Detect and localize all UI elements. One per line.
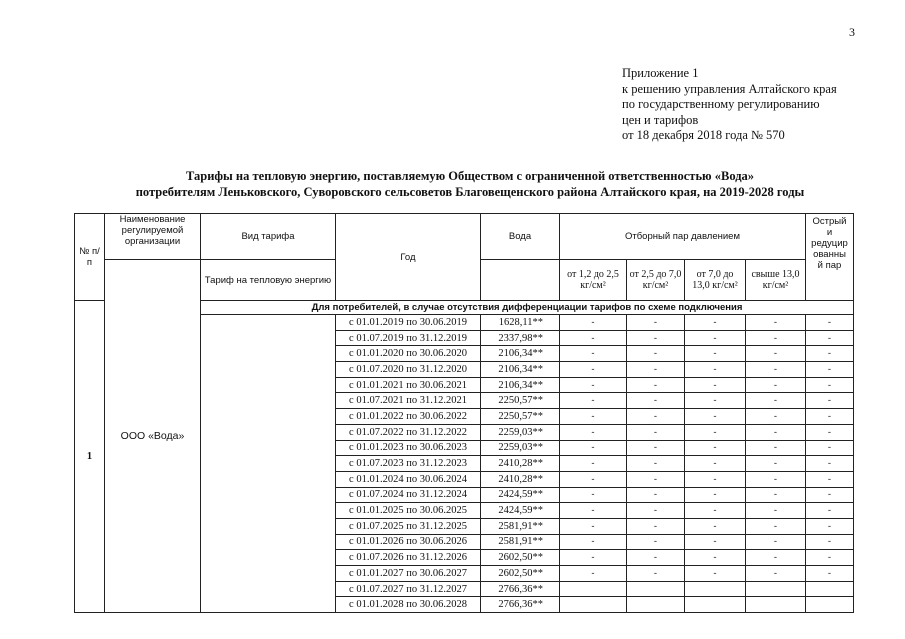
section-heading: Для потребителей, в случае отсутствия дифференциации тарифов по схеме подключения — [201, 301, 854, 315]
pressure-value-cell: - — [627, 566, 685, 582]
org-name-cell — [105, 260, 201, 613]
pressure-value-cell: - — [746, 315, 806, 331]
pressure-value-cell: - — [806, 518, 854, 534]
pressure-value-cell — [685, 597, 746, 613]
pressure-value-cell: - — [806, 377, 854, 393]
header-pressure-4: свыше 13,0 кг/см² — [746, 260, 806, 301]
pressure-value-cell: - — [627, 503, 685, 519]
pressure-value-cell: - — [560, 346, 627, 362]
pressure-value-cell: - — [685, 315, 746, 331]
pressure-value-cell: - — [685, 503, 746, 519]
water-value-cell: 2106,34** — [481, 362, 560, 378]
pressure-value-cell: - — [685, 362, 746, 378]
pressure-value-cell: - — [627, 377, 685, 393]
title-line: Тарифы на тепловую энергию, поставляемую Обществом с ограниченной ответственностью «Вода» — [185, 169, 755, 183]
period-cell: с 01.07.2024 по 31.12.2024 — [336, 487, 481, 503]
pressure-value-cell: - — [685, 424, 746, 440]
header-water-empty — [481, 260, 560, 301]
period-cell: с 01.07.2027 по 31.12.2027 — [336, 581, 481, 597]
water-value-cell: 2602,50** — [481, 550, 560, 566]
pressure-value-cell — [746, 581, 806, 597]
period-cell: с 01.01.2022 по 30.06.2022 — [336, 409, 481, 425]
header-water: Вода — [481, 214, 560, 260]
water-value-cell: 2106,34** — [481, 346, 560, 362]
pressure-value-cell: - — [746, 471, 806, 487]
pressure-value-cell: - — [685, 409, 746, 425]
water-value-cell: 2106,34** — [481, 377, 560, 393]
period-cell: с 01.01.2020 по 30.06.2020 — [336, 346, 481, 362]
pressure-value-cell: - — [806, 440, 854, 456]
pressure-value-cell: - — [746, 534, 806, 550]
water-value-cell: 2337,98** — [481, 330, 560, 346]
pressure-value-cell: - — [806, 503, 854, 519]
appendix-block — [622, 66, 837, 144]
pressure-value-cell: - — [627, 393, 685, 409]
header-sharp-line: и — [826, 227, 833, 238]
water-value-cell: 2424,59** — [481, 503, 560, 519]
pressure-value-cell: - — [627, 424, 685, 440]
header-num: № п/п — [75, 214, 105, 301]
pressure-value-cell: - — [746, 487, 806, 503]
water-value-cell: 2602,50** — [481, 566, 560, 582]
water-value-cell: 2766,36** — [481, 581, 560, 597]
pressure-value-cell: - — [685, 518, 746, 534]
header-sharp-line: редуцир — [811, 238, 848, 249]
appendix-line: Приложение 1 — [622, 66, 699, 80]
pressure-value-cell: - — [806, 566, 854, 582]
header-year: Год — [336, 214, 481, 301]
pressure-value-cell: - — [806, 362, 854, 378]
water-value-cell: 2410,28** — [481, 456, 560, 472]
pressure-value-cell: - — [560, 393, 627, 409]
pressure-value-cell: - — [746, 550, 806, 566]
pressure-value-cell: - — [560, 330, 627, 346]
pressure-value-cell: - — [560, 487, 627, 503]
pressure-value-cell: - — [627, 315, 685, 331]
period-cell: с 01.07.2025 по 31.12.2025 — [336, 518, 481, 534]
period-cell: с 01.01.2021 по 30.06.2021 — [336, 377, 481, 393]
pressure-value-cell: - — [560, 566, 627, 582]
pressure-value-cell: - — [627, 518, 685, 534]
period-cell: с 01.07.2019 по 31.12.2019 — [336, 330, 481, 346]
pressure-value-cell: - — [746, 456, 806, 472]
pressure-value-cell: - — [806, 487, 854, 503]
pressure-value-cell: - — [560, 424, 627, 440]
pressure-value-cell: - — [560, 362, 627, 378]
pressure-value-cell: - — [806, 393, 854, 409]
pressure-value-cell: - — [627, 330, 685, 346]
pressure-value-cell: - — [806, 456, 854, 472]
tariff-table — [74, 213, 854, 613]
pressure-value-cell: - — [560, 550, 627, 566]
pressure-value-cell: - — [685, 566, 746, 582]
appendix-line: от 18 декабря 2018 года № 570 — [622, 128, 785, 143]
pressure-value-cell: - — [685, 550, 746, 566]
pressure-value-cell: - — [806, 346, 854, 362]
header-tariff-heat: Тариф на тепловую энергию — [201, 260, 336, 301]
pressure-value-cell: - — [685, 346, 746, 362]
appendix-line: по государственному регулированию — [622, 97, 820, 112]
water-value-cell: 2259,03** — [481, 424, 560, 440]
water-value-cell: 2424,59** — [481, 487, 560, 503]
period-cell: с 01.01.2024 по 30.06.2024 — [336, 471, 481, 487]
pressure-value-cell: - — [746, 503, 806, 519]
period-cell: с 01.07.2022 по 31.12.2022 — [336, 424, 481, 440]
period-cell: с 01.07.2021 по 31.12.2021 — [336, 393, 481, 409]
page-number: 3 — [849, 25, 855, 39]
water-value-cell: 2581,91** — [481, 518, 560, 534]
pressure-value-cell — [560, 597, 627, 613]
header-pressure-1: от 1,2 до 2,5 кг/см² — [560, 260, 627, 301]
header-steam: Отборный пар давлением — [560, 214, 806, 260]
period-cell: с 01.01.2019 по 30.06.2019 — [336, 315, 481, 331]
pressure-value-cell: - — [685, 393, 746, 409]
pressure-value-cell — [627, 581, 685, 597]
pressure-value-cell: - — [627, 346, 685, 362]
header-pressure-2: от 2,5 до 7,0 кг/см² — [627, 260, 685, 301]
pressure-value-cell — [685, 581, 746, 597]
document-title — [60, 169, 880, 200]
pressure-value-cell — [746, 597, 806, 613]
pressure-value-cell: - — [560, 471, 627, 487]
pressure-value-cell: - — [685, 487, 746, 503]
period-cell: с 01.07.2026 по 31.12.2026 — [336, 550, 481, 566]
pressure-value-cell: - — [627, 362, 685, 378]
row-number: 1 — [86, 450, 93, 462]
pressure-value-cell — [806, 581, 854, 597]
period-cell: с 01.01.2027 по 30.06.2027 — [336, 566, 481, 582]
header-tariff-type: Вид тарифа — [201, 214, 336, 260]
pressure-value-cell — [627, 597, 685, 613]
pressure-value-cell: - — [746, 424, 806, 440]
pressure-value-cell: - — [560, 456, 627, 472]
pressure-value-cell: - — [746, 566, 806, 582]
appendix-line: к решению управления Алтайского края — [622, 81, 837, 96]
tariff-type-cell — [201, 315, 336, 613]
pressure-value-cell: - — [746, 518, 806, 534]
pressure-value-cell: - — [627, 409, 685, 425]
water-value-cell: 1628,11** — [481, 315, 560, 331]
pressure-value-cell: - — [746, 346, 806, 362]
pressure-value-cell: - — [746, 377, 806, 393]
period-cell: с 01.07.2020 по 31.12.2020 — [336, 362, 481, 378]
pressure-value-cell: - — [560, 534, 627, 550]
water-value-cell: 2250,57** — [481, 409, 560, 425]
row-number-cell — [75, 301, 105, 613]
pressure-value-cell: - — [806, 424, 854, 440]
period-cell: с 01.01.2025 по 30.06.2025 — [336, 503, 481, 519]
period-cell: с 01.01.2026 по 30.06.2026 — [336, 534, 481, 550]
header-pressure-3: от 7,0 до 13,0 кг/см² — [685, 260, 746, 301]
header-sharp-line: й пар — [817, 260, 842, 271]
pressure-value-cell: - — [746, 440, 806, 456]
pressure-value-cell — [560, 581, 627, 597]
title-line: потребителям Леньковского, Суворовского сельсоветов Благовещенского района Алтайского края, на 2019-2028 годы — [135, 184, 805, 199]
water-value-cell: 2250,57** — [481, 393, 560, 409]
pressure-value-cell: - — [685, 377, 746, 393]
pressure-value-cell: - — [627, 471, 685, 487]
org-name: ООО «Вода» — [120, 429, 185, 442]
header-org: Наименование регулируемой организации — [105, 214, 201, 260]
pressure-value-cell: - — [627, 550, 685, 566]
pressure-value-cell: - — [685, 534, 746, 550]
pressure-value-cell — [806, 597, 854, 613]
pressure-value-cell: - — [746, 393, 806, 409]
appendix-line: цен и тарифов — [622, 112, 699, 127]
period-cell: с 01.07.2023 по 31.12.2023 — [336, 456, 481, 472]
pressure-value-cell: - — [806, 409, 854, 425]
pressure-value-cell: - — [627, 440, 685, 456]
pressure-value-cell: - — [560, 503, 627, 519]
pressure-value-cell: - — [685, 440, 746, 456]
pressure-value-cell: - — [627, 534, 685, 550]
pressure-value-cell: - — [806, 315, 854, 331]
pressure-value-cell: - — [560, 440, 627, 456]
water-value-cell: 2410,28** — [481, 471, 560, 487]
header-sharp-line: Острый — [812, 216, 847, 227]
pressure-value-cell: - — [746, 362, 806, 378]
pressure-value-cell: - — [746, 330, 806, 346]
pressure-value-cell: - — [627, 487, 685, 503]
pressure-value-cell: - — [685, 471, 746, 487]
pressure-value-cell: - — [560, 409, 627, 425]
pressure-value-cell: - — [806, 550, 854, 566]
period-cell: с 01.01.2028 по 30.06.2028 — [336, 597, 481, 613]
pressure-value-cell: - — [560, 518, 627, 534]
header-sharp-steam — [806, 214, 854, 301]
pressure-value-cell: - — [685, 330, 746, 346]
pressure-value-cell: - — [806, 534, 854, 550]
pressure-value-cell: - — [560, 377, 627, 393]
water-value-cell: 2766,36** — [481, 597, 560, 613]
pressure-value-cell: - — [560, 315, 627, 331]
pressure-value-cell: - — [627, 456, 685, 472]
period-cell: с 01.01.2023 по 30.06.2023 — [336, 440, 481, 456]
pressure-value-cell: - — [746, 409, 806, 425]
water-value-cell: 2259,03** — [481, 440, 560, 456]
header-sharp-line: ованны — [813, 249, 846, 260]
pressure-value-cell: - — [806, 330, 854, 346]
pressure-value-cell: - — [806, 471, 854, 487]
water-value-cell: 2581,91** — [481, 534, 560, 550]
pressure-value-cell: - — [685, 456, 746, 472]
